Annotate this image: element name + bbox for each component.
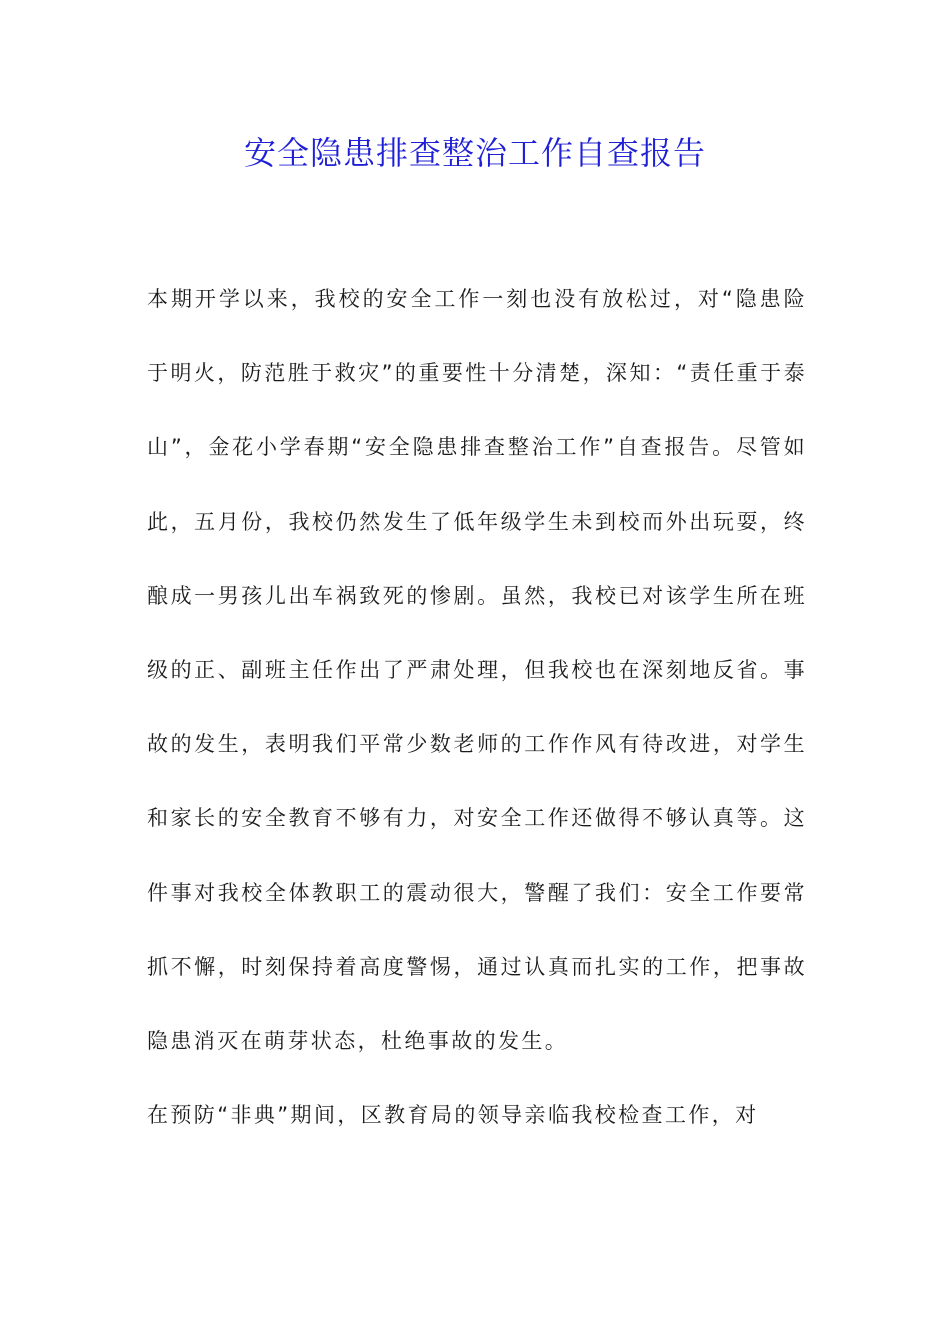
paragraph-1: 本期开学以来，我校的安全工作一刻也没有放松过，对“隐患险于明火，防范胜于救灾”的重要性十分清楚，深知：“责任重于泰山”，金花小学春期“安全隐患排查整治工作”自查报告。尽管如此，五月份，我校仍然发生了低年级学生未到校而外出玩耍，终酿成一男孩儿出车祸致死的惨剧。虽然，我校已对该学生所在班级的正、副班主任作出了严肃处理，但我校也在深刻地反省。事故的发生，表明我们平常少数老师的工作作风有待改进，对学生和家长的安全教育不够有力，对安全工作还做得不够认真等。这件事对我校全体教职工的震动很大，警醒了我们：安全工作要常抓不懈，时刻保持着高度警惕，通过认真而扎实的工作，把事故隐患消灭在萌芽状态，杜绝事故的发生。: [147, 287, 807, 1054]
document-title: 安全隐患排查整治工作自查报告: [243, 134, 706, 172]
document-body: [147, 262, 807, 1152]
paragraph-2: 在预防“非典”期间，区教育局的领导亲临我校检查工作，对: [147, 1103, 759, 1128]
